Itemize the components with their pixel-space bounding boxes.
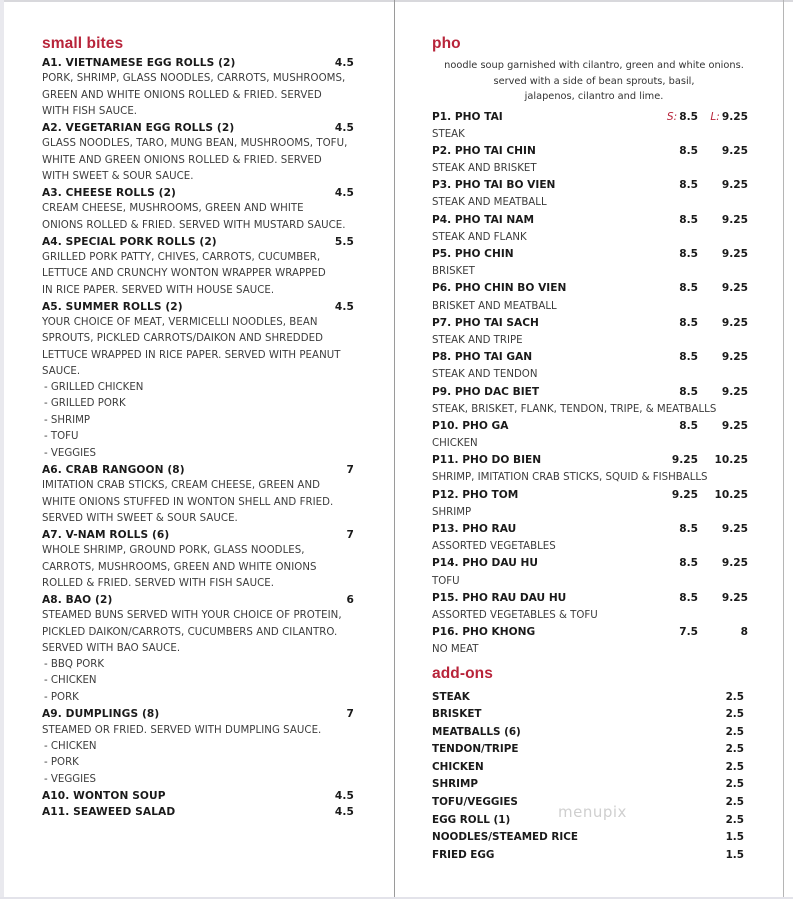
addon-item bbox=[432, 829, 748, 847]
addon-price: 2.5 bbox=[725, 690, 744, 703]
price-small-value: 8.5 bbox=[679, 419, 698, 432]
pho-item-header bbox=[432, 246, 748, 263]
menu-item bbox=[42, 592, 354, 706]
pho-price-small bbox=[658, 315, 698, 332]
pho-price-large bbox=[698, 384, 748, 401]
pho-item bbox=[432, 349, 748, 383]
price-small-value: 8.5 bbox=[679, 523, 698, 535]
pho-price-large bbox=[698, 590, 748, 607]
pho-name: P2. PHO TAI CHIN bbox=[432, 144, 536, 157]
pho-item-header bbox=[432, 143, 748, 160]
item-description: GREEN AND WHITE ONIONS ROLLED & FRIED. SERVED bbox=[42, 89, 322, 101]
page-top-edge bbox=[0, 0, 793, 2]
item-description: IMITATION CRAB STICKS, CREAM CHEESE, GREEN AND bbox=[42, 480, 321, 492]
item-price: 4.5 bbox=[334, 57, 354, 69]
addon-item bbox=[432, 689, 748, 707]
pho-item-header bbox=[432, 315, 748, 332]
item-option: - SHRIMP bbox=[44, 414, 91, 426]
pho-price-large bbox=[698, 315, 748, 332]
item-price: 7 bbox=[346, 529, 354, 542]
price-large-value: 9.25 bbox=[721, 523, 748, 535]
item-name: A11. SEAWEED SALAD bbox=[42, 806, 176, 819]
addon-name: BRISKET bbox=[432, 708, 482, 721]
pho-item bbox=[432, 487, 748, 521]
menu-item-header bbox=[42, 462, 354, 478]
addon-item bbox=[432, 724, 748, 742]
item-price: 7 bbox=[346, 708, 354, 721]
page-right-edge bbox=[783, 0, 784, 899]
item-description: ROLLED & FRIED. SERVED WITH FISH SAUCE. bbox=[42, 577, 275, 589]
menu-item-header bbox=[42, 804, 354, 820]
pho-item-header bbox=[432, 624, 748, 641]
addon-price: 2.5 bbox=[725, 760, 744, 773]
price-small-value: 9.25 bbox=[671, 454, 698, 467]
pho-name: P11. PHO DO BIEN bbox=[432, 454, 542, 467]
item-description: LETTUCE AND CRUNCHY WONTON WRAPPER WRAPPED bbox=[42, 268, 326, 280]
item-price: 4.5 bbox=[334, 122, 354, 134]
price-small-value: 7.5 bbox=[679, 626, 698, 639]
price-large-value: 9.25 bbox=[721, 351, 748, 364]
item-price: 4.5 bbox=[334, 806, 354, 819]
item-description: STEAMED OR FRIED. SERVED WITH DUMPLING SAUCE. bbox=[42, 724, 322, 736]
item-description: WHITE ONIONS STUFFED IN WONTON SHELL AND FRIED. bbox=[42, 496, 334, 508]
item-description: WITH SWEET & SOUR SAUCE. bbox=[42, 170, 194, 182]
item-description: WHOLE SHRIMP, GROUND PORK, GLASS NOODLES, bbox=[42, 545, 305, 557]
price-large-value: 8 bbox=[740, 626, 748, 639]
page-divider bbox=[394, 0, 395, 899]
item-option: - GRILLED CHICKEN bbox=[44, 382, 144, 393]
price-large-value: 9.25 bbox=[721, 144, 748, 157]
pho-description: NO MEAT bbox=[432, 644, 479, 656]
pho-description: TOFU bbox=[432, 575, 460, 587]
pho-item bbox=[432, 418, 748, 452]
pho-intro-line: served with a side of bean sprouts, basil, bbox=[493, 75, 695, 87]
pho-price-large bbox=[698, 280, 748, 297]
small-bites-list bbox=[42, 55, 354, 821]
pho-price-small bbox=[658, 246, 698, 263]
price-small-value: 8.5 bbox=[679, 282, 698, 295]
menu-item bbox=[42, 527, 354, 592]
addon-item bbox=[432, 759, 748, 777]
menu-item-header bbox=[42, 592, 354, 608]
pho-price-large bbox=[698, 418, 748, 435]
pho-price-large bbox=[698, 521, 748, 538]
item-description: GRILLED PORK PATTY, CHIVES, CARROTS, CUCUMBER, bbox=[42, 252, 321, 264]
addon-price: 2.5 bbox=[725, 813, 744, 826]
pho-description: STEAK AND MEATBALL bbox=[432, 197, 547, 209]
item-description: PICKLED DAIKON/CARROTS, CUCUMBERS AND CILANTRO. bbox=[42, 626, 338, 638]
menu-item-header bbox=[42, 527, 354, 543]
size-label-small: S: bbox=[666, 110, 678, 123]
pho-item bbox=[432, 452, 748, 486]
menu-item-header bbox=[42, 234, 354, 250]
menu-item bbox=[42, 299, 354, 462]
price-large-value: 9.25 bbox=[721, 385, 748, 398]
pho-price-large bbox=[698, 487, 748, 504]
price-small-value: 8.5 bbox=[679, 110, 698, 123]
pho-name: P16. PHO KHONG bbox=[432, 626, 536, 639]
pho-description: SHRIMP, IMITATION CRAB STICKS, SQUID & FISHBALLS bbox=[432, 472, 708, 484]
item-description: PORK, SHRIMP, GLASS NOODLES, CARROTS, MUSHROOMS, bbox=[42, 73, 346, 85]
item-description: ONIONS ROLLED & FRIED. SERVED WITH MUSTARD SAUCE. bbox=[42, 219, 346, 231]
pho-item-header bbox=[432, 109, 748, 126]
section-title-pho: pho bbox=[432, 35, 461, 52]
pho-name: P6. PHO CHIN BO VIEN bbox=[432, 282, 567, 295]
pho-item-header bbox=[432, 590, 748, 607]
item-price: 6 bbox=[346, 594, 354, 607]
menu-item-header bbox=[42, 55, 354, 71]
pho-name: P9. PHO DAC BIET bbox=[432, 385, 540, 398]
item-description: SAUCE. bbox=[42, 365, 81, 377]
pho-price-small bbox=[658, 109, 698, 126]
pho-item-header bbox=[432, 418, 748, 435]
item-name: A9. DUMPLINGS (8) bbox=[42, 708, 160, 721]
pho-description: STEAK AND BRISKET bbox=[432, 163, 537, 175]
menu-item-header bbox=[42, 185, 354, 201]
pho-item bbox=[432, 521, 748, 555]
pho-price-small bbox=[658, 212, 698, 229]
pho-price-large bbox=[698, 177, 748, 194]
item-option: - VEGGIES bbox=[44, 447, 97, 459]
addon-price: 1.5 bbox=[725, 848, 744, 861]
pho-description: STEAK AND FLANK bbox=[432, 231, 527, 243]
pho-item-header bbox=[432, 384, 748, 401]
price-small-value: 8.5 bbox=[679, 179, 698, 192]
pho-item bbox=[432, 280, 748, 314]
pho-item-header bbox=[432, 280, 748, 297]
pho-price-small bbox=[658, 624, 698, 641]
section-title-small-bites: small bites bbox=[42, 35, 124, 52]
addon-price: 2.5 bbox=[725, 778, 744, 791]
item-option: - TOFU bbox=[44, 431, 79, 443]
item-name: A10. WONTON SOUP bbox=[42, 790, 166, 803]
menu-item bbox=[42, 804, 354, 820]
pho-price-large bbox=[698, 452, 748, 469]
pho-name: P4. PHO TAI NAM bbox=[432, 213, 535, 226]
pho-intro-line: noodle soup garnished with cilantro, green and white onions. bbox=[444, 60, 744, 71]
price-large-value: 9.25 bbox=[721, 282, 748, 295]
item-price: 7 bbox=[346, 464, 354, 477]
menu-item bbox=[42, 120, 354, 185]
addon-name: TOFU/VEGGIES bbox=[432, 796, 518, 809]
price-large-value: 9.25 bbox=[721, 591, 748, 604]
pho-item-header bbox=[432, 555, 748, 572]
price-small-value: 8.5 bbox=[679, 385, 698, 398]
menu-item bbox=[42, 788, 354, 804]
pho-price-small bbox=[658, 487, 698, 504]
pho-price-small bbox=[658, 177, 698, 194]
pho-price-small bbox=[658, 452, 698, 469]
pho-item bbox=[432, 143, 748, 177]
small-bites-section bbox=[42, 33, 354, 821]
menu-item-header bbox=[42, 706, 354, 722]
pho-description: STEAK AND TENDON bbox=[432, 369, 538, 381]
item-name: A5. SUMMER ROLLS (2) bbox=[42, 300, 183, 313]
item-description: IN RICE PAPER. SERVED WITH HOUSE SAUCE. bbox=[42, 284, 275, 296]
item-option: - PORK bbox=[44, 691, 79, 703]
pho-name: P8. PHO TAI GAN bbox=[432, 351, 533, 364]
item-option: - CHICKEN bbox=[44, 675, 97, 687]
item-description: STEAMED BUNS SERVED WITH YOUR CHOICE OF PROTEIN, bbox=[42, 610, 342, 622]
pho-description: STEAK, BRISKET, FLANK, TENDON, TRIPE, & MEATBALLS bbox=[432, 403, 717, 415]
page-left-edge bbox=[0, 0, 4, 899]
menu-item bbox=[42, 55, 354, 120]
pho-name: P7. PHO TAI SACH bbox=[432, 316, 539, 329]
item-description: SERVED WITH BAO SAUCE. bbox=[42, 642, 181, 654]
pho-price-small bbox=[658, 418, 698, 435]
price-small-value: 9.25 bbox=[671, 488, 698, 501]
pho-price-small bbox=[658, 143, 698, 160]
item-option: - CHICKEN bbox=[44, 740, 97, 752]
menu-item bbox=[42, 234, 354, 299]
item-option: - BBQ PORK bbox=[44, 659, 105, 671]
item-price: 4.5 bbox=[334, 300, 354, 313]
pho-price-small bbox=[658, 349, 698, 366]
pho-description: BRISKET bbox=[432, 266, 475, 278]
item-description: LETTUCE WRAPPED IN RICE PAPER. SERVED WITH PEANUT bbox=[42, 349, 341, 361]
pho-item bbox=[432, 246, 748, 280]
pho-name: P10. PHO GA bbox=[432, 419, 509, 432]
price-large-value: 9.25 bbox=[721, 419, 748, 432]
menu-item bbox=[42, 185, 354, 234]
item-name: A6. CRAB RANGOON (8) bbox=[42, 464, 185, 477]
pho-name: P15. PHO RAU DAU HU bbox=[432, 591, 567, 604]
price-small-value: 8.5 bbox=[679, 144, 698, 157]
item-price: 4.5 bbox=[334, 790, 354, 803]
item-description: GLASS NOODLES, TARO, MUNG BEAN, MUSHROOMS, TOFU, bbox=[42, 138, 348, 150]
item-option: - PORK bbox=[44, 757, 79, 769]
pho-item bbox=[432, 315, 748, 349]
menu-item bbox=[42, 706, 354, 788]
pho-name: P13. PHO RAU bbox=[432, 523, 517, 535]
price-small-value: 8.5 bbox=[679, 213, 698, 226]
item-name: A4. SPECIAL PORK ROLLS (2) bbox=[42, 235, 217, 248]
pho-item bbox=[432, 212, 748, 246]
pho-price-large bbox=[698, 212, 748, 229]
price-large-value: 9.25 bbox=[721, 248, 748, 260]
item-option: - GRILLED PORK bbox=[44, 398, 126, 410]
watermark: menupix bbox=[558, 803, 627, 821]
menu-item-header bbox=[42, 299, 354, 315]
pho-price-large bbox=[698, 349, 748, 366]
addon-item bbox=[432, 741, 748, 759]
item-description: CREAM CHEESE, MUSHROOMS, GREEN AND WHITE bbox=[42, 203, 304, 215]
item-description: WITH FISH SAUCE. bbox=[42, 105, 138, 117]
price-small-value: 8.5 bbox=[679, 351, 698, 364]
pho-price-large bbox=[698, 143, 748, 160]
item-name: A3. CHEESE ROLLS (2) bbox=[42, 187, 176, 199]
pho-price-large bbox=[698, 109, 748, 126]
addon-price: 1.5 bbox=[725, 831, 744, 844]
addon-item bbox=[432, 776, 748, 794]
pho-item bbox=[432, 109, 748, 143]
menu-item-header bbox=[42, 120, 354, 136]
pho-price-small bbox=[658, 590, 698, 607]
pho-price-small bbox=[658, 555, 698, 572]
item-name: A7. V-NAM ROLLS (6) bbox=[42, 529, 170, 542]
addon-item bbox=[432, 847, 748, 865]
price-small-value: 8.5 bbox=[679, 557, 698, 570]
price-large-value: 9.25 bbox=[721, 179, 748, 192]
pho-item bbox=[432, 590, 748, 624]
item-price: 4.5 bbox=[334, 187, 354, 199]
pho-item-header bbox=[432, 521, 748, 538]
pho-intro bbox=[424, 58, 764, 105]
pho-item-header bbox=[432, 349, 748, 366]
price-small-value: 8.5 bbox=[679, 316, 698, 329]
item-price: 5.5 bbox=[334, 235, 354, 248]
addon-name: EGG ROLL (1) bbox=[432, 813, 511, 826]
addon-name: SHRIMP bbox=[432, 778, 479, 791]
price-large-value: 9.25 bbox=[721, 557, 748, 570]
price-small-value: 8.5 bbox=[679, 248, 698, 260]
pho-description: STEAK AND TRIPE bbox=[432, 334, 523, 346]
pho-price-small bbox=[658, 280, 698, 297]
item-name: A2. VEGETARIAN EGG ROLLS (2) bbox=[42, 122, 235, 134]
pho-item bbox=[432, 384, 748, 418]
addon-price: 2.5 bbox=[725, 743, 744, 756]
addon-item bbox=[432, 706, 748, 724]
section-title-addons: add-ons bbox=[432, 664, 493, 682]
pho-name: P12. PHO TOM bbox=[432, 488, 519, 501]
item-description: SERVED WITH SWEET & SOUR SAUCE. bbox=[42, 512, 238, 524]
pho-list bbox=[432, 109, 748, 659]
pho-name: P5. PHO CHIN bbox=[432, 248, 514, 260]
pho-item-header bbox=[432, 452, 748, 469]
item-description: YOUR CHOICE OF MEAT, VERMICELLI NOODLES, BEAN bbox=[42, 317, 318, 329]
addon-name: MEATBALLS (6) bbox=[432, 725, 521, 738]
pho-item-header bbox=[432, 487, 748, 504]
size-label-large: L: bbox=[710, 110, 720, 123]
pho-intro-line: jalapenos, cilantro and lime. bbox=[524, 91, 664, 102]
pho-item-header bbox=[432, 177, 748, 194]
addon-price: 2.5 bbox=[725, 708, 744, 721]
menu-item-header bbox=[42, 788, 354, 804]
price-large-value: 10.25 bbox=[714, 488, 748, 501]
pho-description: SHRIMP bbox=[432, 506, 472, 518]
pho-name: P3. PHO TAI BO VIEN bbox=[432, 179, 556, 192]
pho-section bbox=[432, 33, 748, 864]
pho-description: CHICKEN bbox=[432, 438, 478, 450]
addon-name: CHICKEN bbox=[432, 760, 484, 773]
pho-description: BRISKET AND MEATBALL bbox=[432, 300, 557, 312]
pho-price-large bbox=[698, 624, 748, 641]
addon-name: NOODLES/STEAMED RICE bbox=[432, 831, 578, 844]
item-description: CARROTS, MUSHROOMS, GREEN AND WHITE ONIONS bbox=[42, 561, 317, 573]
item-description: WHITE AND GREEN ONIONS ROLLED & FRIED. SERVED bbox=[42, 154, 322, 166]
pho-description: STEAK bbox=[432, 128, 465, 140]
pho-price-large bbox=[698, 246, 748, 263]
item-option: - VEGGIES bbox=[44, 773, 97, 785]
price-large-value: 10.25 bbox=[714, 454, 748, 467]
pho-item bbox=[432, 555, 748, 589]
addon-price: 2.5 bbox=[725, 796, 744, 809]
addon-price: 2.5 bbox=[725, 725, 744, 738]
pho-price-small bbox=[658, 384, 698, 401]
price-large-value: 9.25 bbox=[721, 213, 748, 226]
addon-list bbox=[432, 689, 748, 865]
pho-item bbox=[432, 624, 748, 658]
pho-item bbox=[432, 177, 748, 211]
price-large-value: 9.25 bbox=[721, 316, 748, 329]
addon-name: FRIED EGG bbox=[432, 848, 495, 861]
menu-item bbox=[42, 462, 354, 527]
price-large-value: 9.25 bbox=[721, 110, 748, 123]
addon-name: TENDON/TRIPE bbox=[432, 743, 519, 756]
pho-name: P14. PHO DAU HU bbox=[432, 557, 538, 570]
pho-price-large bbox=[698, 555, 748, 572]
pho-price-small bbox=[658, 521, 698, 538]
pho-item-header bbox=[432, 212, 748, 229]
item-name: A8. BAO (2) bbox=[42, 594, 113, 607]
price-small-value: 8.5 bbox=[679, 591, 698, 604]
pho-description: ASSORTED VEGETABLES bbox=[432, 541, 556, 553]
item-description: SPROUTS, PICKLED CARROTS/DAIKON AND SHREDDED bbox=[42, 333, 323, 345]
item-name: A1. VIETNAMESE EGG ROLLS (2) bbox=[42, 57, 236, 69]
pho-description: ASSORTED VEGETABLES & TOFU bbox=[432, 609, 598, 621]
addon-name: STEAK bbox=[432, 690, 470, 703]
pho-name: P1. PHO TAI bbox=[432, 110, 503, 123]
